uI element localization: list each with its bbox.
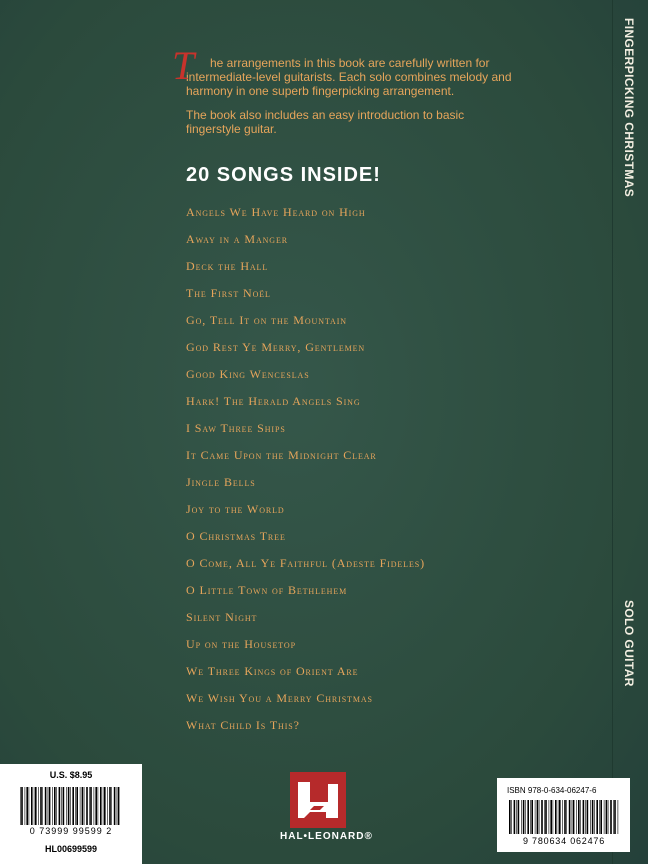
hal-leonard-logo-icon xyxy=(290,772,346,828)
song-item: We Three Kings of Orient Are xyxy=(186,664,359,678)
spine-title: FINGERPICKING CHRISTMAS xyxy=(622,18,636,198)
song-item: I Saw Three Ships xyxy=(186,421,286,435)
song-item: Angels We Have Heard on High xyxy=(186,205,366,219)
song-item: O Little Town of Bethlehem xyxy=(186,583,348,597)
song-list xyxy=(186,204,425,744)
song-item: Silent Night xyxy=(186,610,258,624)
song-item: Up on the Housetop xyxy=(186,637,296,651)
isbn-box xyxy=(497,778,630,852)
product-code: HL00699599 xyxy=(44,844,98,854)
publisher-name: HAL•LEONARD® xyxy=(280,831,373,842)
price-label: U.S. $8.95 xyxy=(49,770,93,780)
price-box xyxy=(0,764,142,864)
isbn-label: ISBN 978-0-634-06247-6 xyxy=(507,786,597,795)
intro-text xyxy=(172,43,516,136)
song-item: O Christmas Tree xyxy=(186,529,286,543)
song-item: Hark! The Herald Angels Sing xyxy=(186,394,361,408)
song-item: We Wish You a Merry Christmas xyxy=(186,691,373,705)
song-item: God Rest Ye Merry, Gentlemen xyxy=(186,340,366,354)
song-item: It Came Upon the Midnight Clear xyxy=(186,448,377,462)
song-item: Good King Wenceslas xyxy=(186,367,310,381)
ean-number: 9 780634 062476 xyxy=(522,836,606,846)
songs-heading: 20 SONGS INSIDE! xyxy=(186,164,381,186)
publisher-logo xyxy=(280,772,390,842)
intro-paragraph-2: The book also includes an easy introduction to basic fingerstyle guitar. xyxy=(186,108,465,136)
upc-number: 0 73999 99599 2 xyxy=(29,826,113,836)
song-item: The First Noël xyxy=(186,286,271,300)
drop-cap: T xyxy=(172,43,195,88)
song-item: Jingle Bells xyxy=(186,475,256,489)
song-item: Joy to the World xyxy=(186,502,285,516)
song-item: What Child Is This? xyxy=(186,718,300,732)
song-item: Deck the Hall xyxy=(186,259,269,273)
spine xyxy=(612,0,648,864)
spine-subtitle: SOLO GUITAR xyxy=(622,600,636,687)
upc-barcode-icon xyxy=(20,787,120,825)
ean-barcode-icon xyxy=(509,800,621,834)
song-item: O Come, All Ye Faithful (Adeste Fideles) xyxy=(186,556,425,570)
song-item: Away in a Manger xyxy=(186,232,288,246)
song-item: Go, Tell It on the Mountain xyxy=(186,313,347,327)
intro-paragraph-1: he arrangements in this book are carefully written for intermediate-level guitarists. Each solo combines melody and harmony in one superb fingerpicking arrangement. xyxy=(186,56,512,98)
